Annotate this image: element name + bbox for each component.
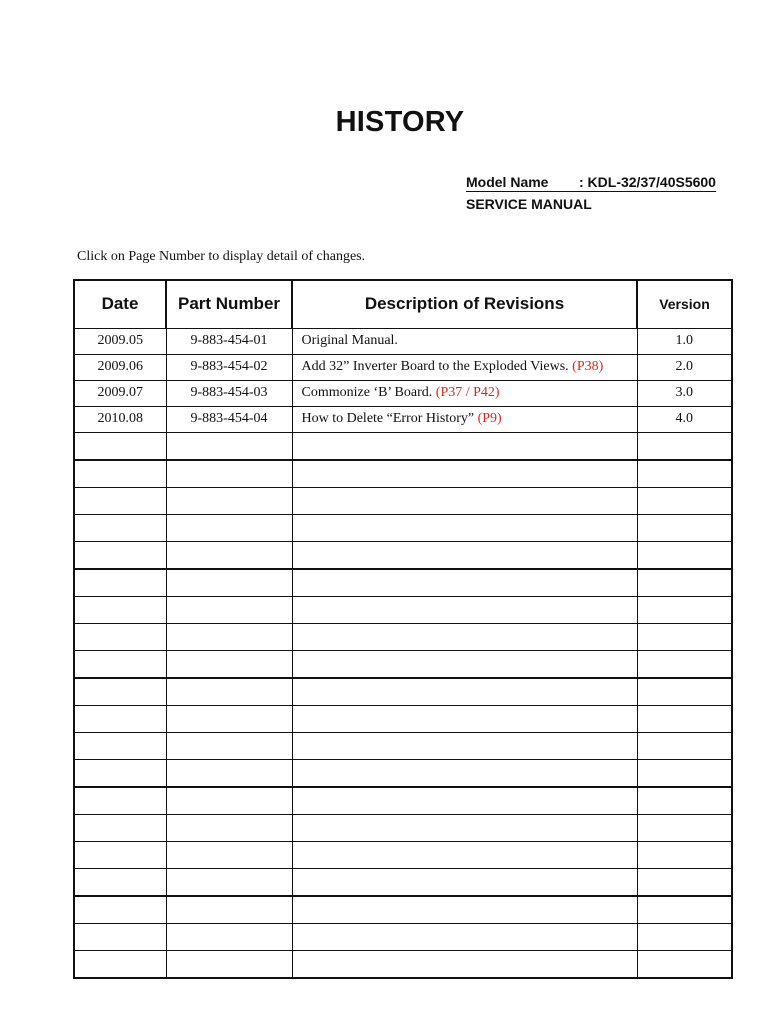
- empty-table-row: [74, 623, 732, 650]
- header-description: Description of Revisions: [292, 280, 637, 328]
- empty-cell: [74, 460, 166, 488]
- empty-table-row: [74, 787, 732, 815]
- empty-cell: [74, 487, 166, 514]
- empty-cell: [637, 896, 732, 924]
- empty-cell: [292, 787, 637, 815]
- empty-cell: [292, 514, 637, 541]
- empty-cell: [637, 787, 732, 815]
- empty-cell: [292, 432, 637, 460]
- empty-cell: [166, 596, 292, 623]
- empty-cell: [292, 623, 637, 650]
- empty-cell: [292, 650, 637, 678]
- table-row: [74, 380, 732, 406]
- empty-table-row: [74, 541, 732, 569]
- empty-cell: [74, 432, 166, 460]
- empty-cell: [74, 868, 166, 896]
- empty-table-row: [74, 432, 732, 460]
- empty-cell: [292, 814, 637, 841]
- description-text: How to Delete “Error History”: [301, 411, 478, 426]
- empty-cell: [74, 514, 166, 541]
- empty-table-row: [74, 732, 732, 759]
- empty-table-row: [74, 923, 732, 950]
- model-name-value: : KDL-32/37/40S5600: [579, 174, 716, 190]
- model-name-line: [466, 174, 716, 192]
- empty-cell: [74, 759, 166, 787]
- empty-cell: [166, 460, 292, 488]
- empty-cell: [166, 923, 292, 950]
- model-info: [466, 174, 716, 212]
- row-version: 1.0: [637, 328, 732, 354]
- empty-cell: [637, 460, 732, 488]
- empty-cell: [74, 596, 166, 623]
- page-ref-link[interactable]: (P9): [477, 411, 502, 426]
- empty-cell: [637, 541, 732, 569]
- table-row: [74, 406, 732, 432]
- row-description: [292, 328, 637, 354]
- empty-cell: [166, 814, 292, 841]
- description-text: Original Manual.: [301, 333, 398, 348]
- empty-cell: [637, 432, 732, 460]
- empty-table-row: [74, 841, 732, 868]
- empty-cell: [74, 841, 166, 868]
- empty-table-row: [74, 868, 732, 896]
- page-ref-link[interactable]: (P38): [572, 359, 604, 374]
- empty-table-row: [74, 487, 732, 514]
- empty-table-row: [74, 705, 732, 732]
- empty-cell: [166, 732, 292, 759]
- description-text: Add 32” Inverter Board to the Exploded Views.: [301, 359, 573, 374]
- empty-table-row: [74, 650, 732, 678]
- empty-cell: [74, 623, 166, 650]
- page-title: HISTORY: [335, 106, 465, 138]
- empty-cell: [292, 896, 637, 924]
- empty-cell: [166, 623, 292, 650]
- empty-cell: [292, 868, 637, 896]
- row-part-number: 9-883-454-02: [166, 354, 292, 380]
- empty-cell: [166, 950, 292, 978]
- empty-cell: [166, 650, 292, 678]
- empty-cell: [292, 923, 637, 950]
- empty-cell: [637, 923, 732, 950]
- empty-table-row: [74, 950, 732, 978]
- empty-cell: [166, 787, 292, 815]
- revision-history-table: [73, 279, 733, 979]
- row-description: [292, 354, 637, 380]
- empty-cell: [292, 678, 637, 706]
- manual-type: SERVICE MANUAL: [466, 196, 592, 212]
- row-version: 3.0: [637, 380, 732, 406]
- empty-cell: [166, 759, 292, 787]
- empty-cell: [292, 596, 637, 623]
- empty-cell: [166, 541, 292, 569]
- row-description: [292, 380, 637, 406]
- row-part-number: 9-883-454-04: [166, 406, 292, 432]
- empty-cell: [74, 814, 166, 841]
- empty-cell: [292, 569, 637, 597]
- empty-cell: [166, 868, 292, 896]
- row-part-number: 9-883-454-01: [166, 328, 292, 354]
- empty-cell: [292, 841, 637, 868]
- description-text: Commonize ‘B’ Board.: [301, 385, 436, 400]
- empty-cell: [74, 950, 166, 978]
- empty-cell: [166, 705, 292, 732]
- empty-cell: [637, 759, 732, 787]
- row-date: 2009.07: [74, 380, 166, 406]
- empty-table-row: [74, 569, 732, 597]
- table-row: [74, 328, 732, 354]
- table-header-row: [74, 280, 732, 328]
- header-version: Version: [637, 280, 732, 328]
- empty-cell: [74, 923, 166, 950]
- empty-cell: [292, 950, 637, 978]
- empty-cell: [637, 705, 732, 732]
- empty-cell: [292, 487, 637, 514]
- row-version: 4.0: [637, 406, 732, 432]
- header-part-number: Part Number: [166, 280, 292, 328]
- row-version: 2.0: [637, 354, 732, 380]
- empty-cell: [74, 569, 166, 597]
- page-ref-link[interactable]: (P37 / P42): [435, 385, 500, 400]
- header-date: Date: [74, 280, 166, 328]
- empty-cell: [166, 896, 292, 924]
- empty-cell: [74, 732, 166, 759]
- empty-cell: [74, 705, 166, 732]
- empty-cell: [166, 514, 292, 541]
- empty-table-row: [74, 759, 732, 787]
- empty-cell: [637, 814, 732, 841]
- empty-cell: [292, 460, 637, 488]
- empty-cell: [637, 950, 732, 978]
- empty-cell: [166, 432, 292, 460]
- empty-cell: [637, 623, 732, 650]
- empty-table-row: [74, 896, 732, 924]
- instruction-text: Click on Page Number to display detail of changes.: [77, 249, 366, 264]
- empty-cell: [166, 841, 292, 868]
- empty-cell: [292, 759, 637, 787]
- table-row: [74, 354, 732, 380]
- empty-cell: [166, 678, 292, 706]
- row-description: [292, 406, 637, 432]
- empty-cell: [637, 514, 732, 541]
- empty-cell: [292, 732, 637, 759]
- empty-table-row: [74, 596, 732, 623]
- empty-table-row: [74, 514, 732, 541]
- empty-cell: [74, 896, 166, 924]
- empty-cell: [637, 596, 732, 623]
- empty-table-row: [74, 678, 732, 706]
- empty-cell: [637, 732, 732, 759]
- empty-cell: [74, 541, 166, 569]
- empty-cell: [637, 841, 732, 868]
- model-name-label: Model Name: [466, 174, 549, 190]
- empty-cell: [74, 787, 166, 815]
- empty-cell: [166, 569, 292, 597]
- empty-table-row: [74, 460, 732, 488]
- row-part-number: 9-883-454-03: [166, 380, 292, 406]
- empty-cell: [74, 678, 166, 706]
- empty-cell: [637, 650, 732, 678]
- row-date: 2009.05: [74, 328, 166, 354]
- empty-cell: [637, 487, 732, 514]
- empty-cell: [637, 868, 732, 896]
- row-date: 2009.06: [74, 354, 166, 380]
- empty-cell: [74, 650, 166, 678]
- empty-cell: [166, 487, 292, 514]
- empty-cell: [637, 678, 732, 706]
- empty-cell: [292, 541, 637, 569]
- empty-cell: [637, 569, 732, 597]
- row-date: 2010.08: [74, 406, 166, 432]
- empty-table-row: [74, 814, 732, 841]
- empty-cell: [292, 705, 637, 732]
